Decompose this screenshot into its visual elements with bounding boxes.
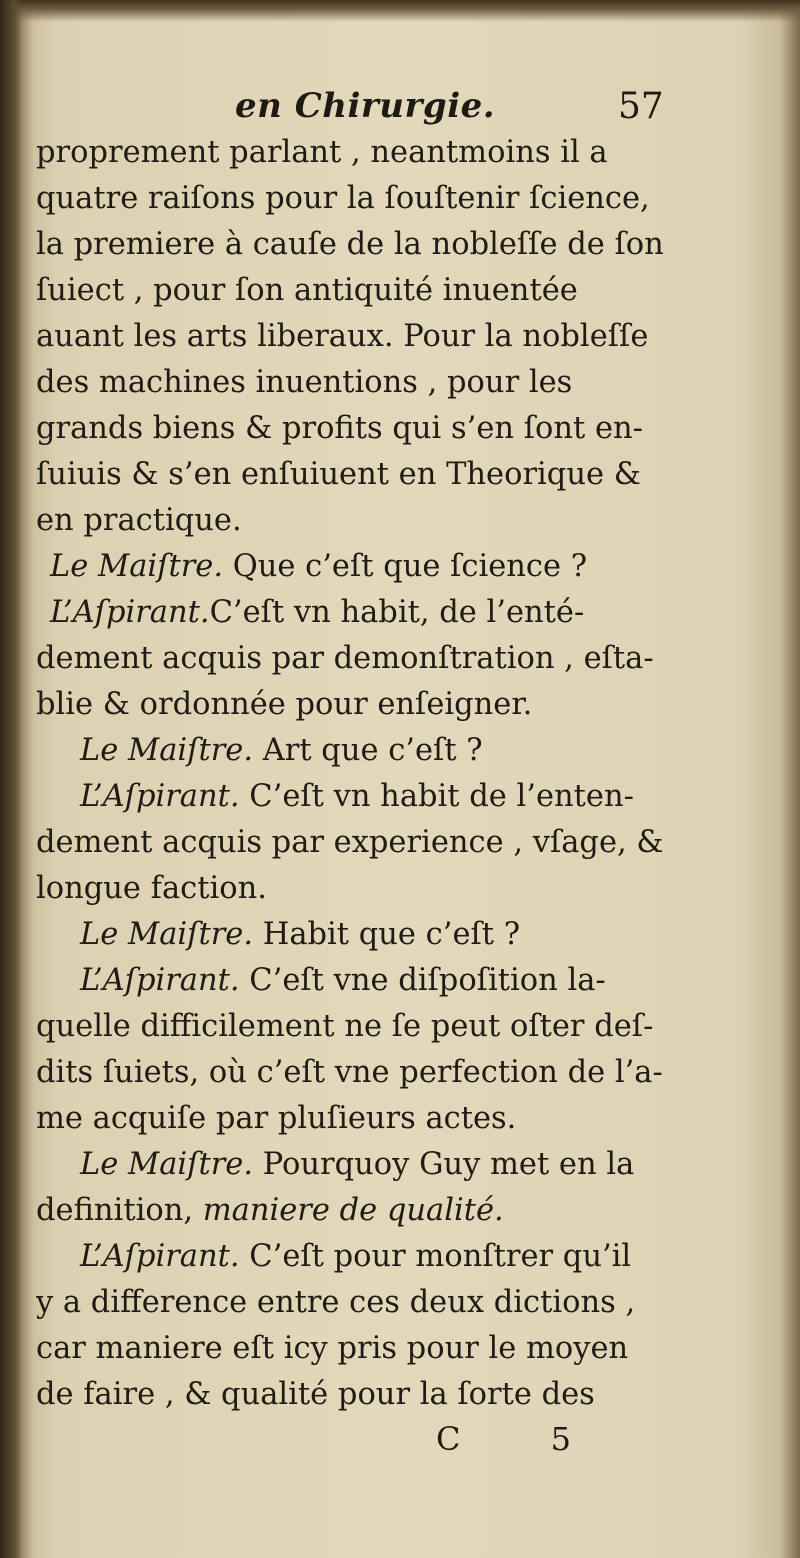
dialogue-text: dement acquis par experience , vſage, &: [36, 825, 664, 860]
text-line: quatre raiſons pour la ſouſtenir ſcience,: [36, 181, 650, 216]
dialogue-line: [36, 1004, 726, 1050]
speaker-label: Le Maiſtre.: [80, 917, 254, 952]
dialogue-line: [36, 544, 726, 590]
body-text: [36, 130, 726, 1418]
speaker-label: L’Aſpirant.: [80, 963, 240, 998]
dialogue-text: C’eſt vne diſpoſition la-: [239, 963, 606, 998]
speaker-label: Le Maiſtre.: [80, 1147, 254, 1182]
dialogue-text: blie & ordonnée pour enſeigner.: [36, 687, 533, 722]
dialogue-text: longue faction.: [36, 871, 267, 906]
dialogue-text: dement acquis par demonſtration , eſta-: [36, 641, 654, 676]
dialogue-text: C’eſt vn habit de l’enten-: [239, 779, 634, 814]
dialogue-line: [36, 912, 726, 958]
dialogue-text: Habit que c’eſt ?: [253, 917, 521, 952]
dialogue-line: [36, 1372, 726, 1418]
signature-mark: C 5: [436, 1420, 612, 1458]
dialogue-text: C’eſt pour monſtrer qu’il: [239, 1239, 632, 1274]
text-line: la premiere à cauſe de la nobleſſe de ſon: [36, 227, 664, 262]
dialogue-line: [36, 1188, 726, 1234]
dialogue-text: C’eſt vn habit, de l’enté-: [209, 595, 585, 630]
dialogue-line: [36, 774, 726, 820]
dialogue-line: [36, 1280, 726, 1326]
dialogue-line: [36, 590, 726, 636]
speaker-label: L’Aſpirant.: [50, 595, 210, 630]
page-number: 57: [618, 86, 664, 127]
dialogue-text: y a difference entre ces deux dictions ,: [36, 1285, 636, 1320]
text-line: proprement parlant , neantmoins il a: [36, 135, 608, 170]
speaker-label: Le Maiſtre.: [50, 549, 224, 584]
dialogue-text: de faire , & qualité pour la ſorte des: [36, 1377, 595, 1412]
text-line: des machines inuentions , pour les: [36, 365, 573, 400]
speaker-label: L’Aſpirant.: [80, 779, 240, 814]
dialogue-line: [36, 958, 726, 1004]
dialogue-line: [36, 682, 726, 728]
dialogue-text: definition,: [36, 1193, 203, 1228]
binding-gutter-shadow: [0, 0, 22, 1558]
dialogue-text: Art que c’eſt ?: [253, 733, 483, 768]
dialogue-line: [36, 728, 726, 774]
dialogue-line: [36, 820, 726, 866]
running-title: en Chirurgie.: [235, 86, 496, 126]
dialogue-line: [36, 1096, 726, 1142]
text-line: ſuiect , pour ſon antiquité inuentée: [36, 273, 578, 308]
text-line: ſuiuis & s’en enſuiuent en Theorique &: [36, 457, 641, 492]
dialogue-line: [36, 1234, 726, 1280]
dialogue-line: [36, 1050, 726, 1096]
text-line: auant les arts liberaux. Pour la nobleſſe: [36, 319, 649, 354]
speaker-label: L’Aſpirant.: [80, 1239, 240, 1274]
text-line: grands biens & profits qui s’en ſont en-: [36, 411, 643, 446]
dialogue-text: me acquiſe par pluſieurs actes.: [36, 1101, 517, 1136]
dialogue-text: car maniere eſt icy pris pour le moyen: [36, 1331, 629, 1366]
dialogue-line: [36, 1142, 726, 1188]
italic-phrase: maniere de qualité.: [202, 1193, 504, 1228]
dialogue-text: quelle difficilement ne ſe peut oſter deſ-: [36, 1009, 654, 1044]
dialogue-text: dits ſuiets, où c’eſt vne perfection de l’a-: [36, 1055, 663, 1090]
dialogue-line: [36, 636, 726, 682]
text-line: en practique.: [36, 503, 242, 538]
page-top-edge-shadow: [0, 0, 800, 22]
dialogue-text: Pourquoy Guy met en la: [253, 1147, 635, 1182]
dialogue-line: [36, 866, 726, 912]
speaker-label: Le Maiſtre.: [80, 733, 254, 768]
dialogue-line: [36, 1326, 726, 1372]
dialogue-text: Que c’eſt que ſcience ?: [223, 549, 588, 584]
